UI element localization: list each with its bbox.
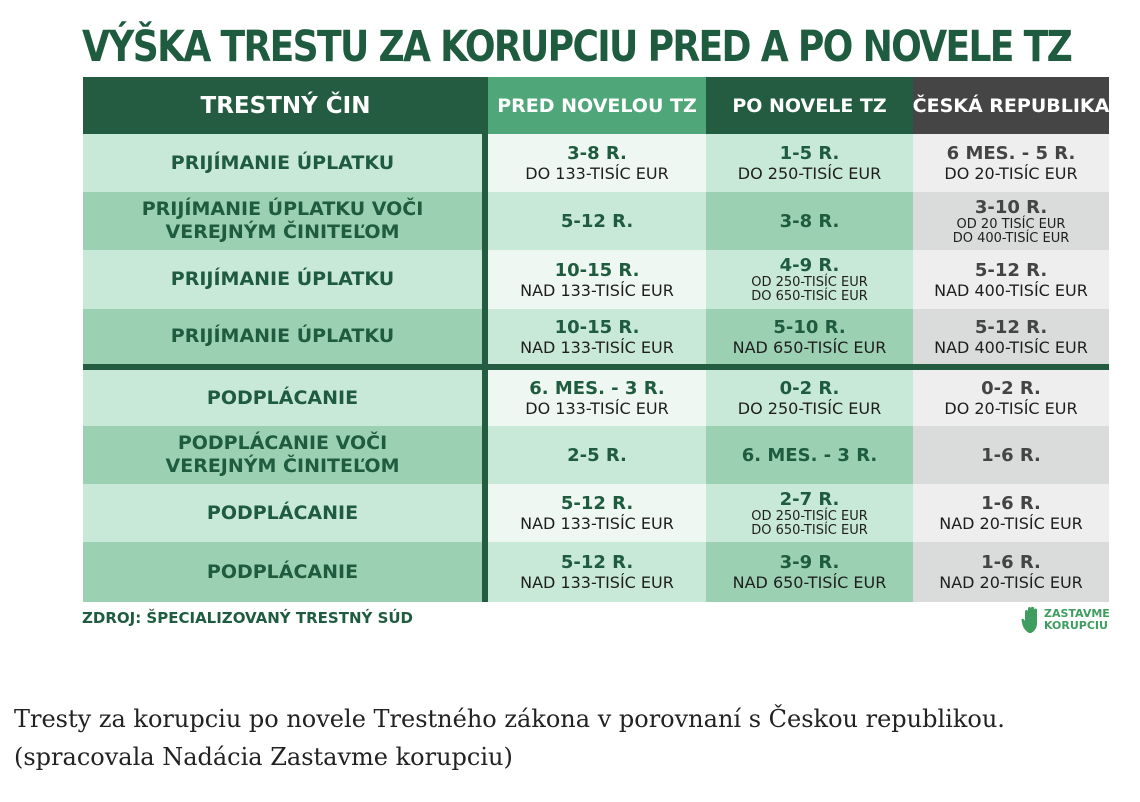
czech-cell — [913, 484, 1109, 542]
before-cell — [488, 370, 706, 426]
before-cell — [488, 134, 706, 192]
crime-cell — [83, 542, 488, 602]
czech-cell — [913, 309, 1109, 364]
before-cell — [488, 192, 706, 250]
penalty-main: 1-6 R. — [981, 552, 1041, 573]
penalty-main: 6. MES. - 3 R. — [529, 378, 665, 399]
penalty-sub: DO 133-TISÍC EUR — [525, 399, 669, 418]
logo-text — [1044, 608, 1110, 632]
table-row — [83, 542, 1109, 602]
penalty-main: 10-15 R. — [554, 259, 640, 281]
crime-label: PODPLÁCANIE — [206, 501, 359, 524]
penalty-main: 5-10 R. — [773, 316, 846, 338]
crime-label: PODPLÁCANIE VOČI — [177, 432, 388, 454]
penalty-main: 3-8 R. — [567, 143, 627, 164]
penalty-sub: NAD 20-TISÍC EUR — [939, 514, 1083, 533]
crime-label: VEREJNÝM ČINITEĽOM — [165, 455, 400, 477]
penalty-range-to: DO 650-TISÍC EUR — [751, 289, 868, 304]
penalty-sub: NAD 133-TISÍC EUR — [520, 573, 674, 592]
crime-label: VEREJNÝM ČINITEĽOM — [165, 221, 400, 243]
table-header — [83, 77, 1109, 134]
after-cell — [706, 250, 913, 309]
header-after: PO NOVELE TZ — [706, 77, 913, 134]
logo-line: KORUPCIU — [1044, 619, 1108, 632]
after-cell — [706, 426, 913, 484]
crime-label: PODPLÁCANIE — [206, 560, 359, 583]
header-crime: TRESTNÝ ČIN — [83, 77, 488, 134]
table-row — [83, 192, 1109, 250]
penalty-main: 5-12 R. — [560, 210, 634, 232]
penalty-sub: NAD 650-TISÍC EUR — [732, 573, 887, 592]
penalty-sub: DO 250-TISÍC EUR — [737, 399, 882, 418]
crime-label: PRIJÍMANIE ÚPLATKU — [170, 151, 395, 174]
crime-cell — [83, 370, 488, 426]
czech-cell — [913, 134, 1109, 192]
table-row — [83, 309, 1109, 364]
after-cell — [706, 134, 913, 192]
penalty-sub: NAD 133-TISÍC EUR — [520, 337, 674, 357]
zastavme-korupciu-logo — [1021, 606, 1110, 634]
after-cell — [706, 370, 913, 426]
penalty-range-to: DO 400-TISÍC EUR — [952, 230, 1070, 246]
crime-label: PRIJÍMANIE ÚPLATKU — [170, 325, 395, 347]
after-cell — [706, 309, 913, 364]
crime-label: PRIJÍMANIE ÚPLATKU — [170, 268, 395, 290]
header-before: PRED NOVELOU TZ — [488, 77, 706, 134]
crime-label: PODPLÁCANIE — [206, 386, 359, 409]
caption-line: Tresty za korupciu po novele Trestného zákona v porovnaní s Českou republikou. — [14, 705, 1005, 733]
penalty-sub: DO 20-TISÍC EUR — [944, 164, 1078, 183]
crime-label: PRIJÍMANIE ÚPLATKU VOČI — [141, 198, 424, 220]
before-cell — [488, 484, 706, 542]
czech-cell — [913, 370, 1109, 426]
crime-cell — [83, 484, 488, 542]
table-row — [83, 250, 1109, 309]
penalty-main: 2-7 R. — [779, 488, 840, 510]
penalty-main: 1-6 R. — [981, 493, 1041, 514]
penalty-main: 10-15 R. — [554, 316, 640, 338]
penalty-table — [83, 77, 1109, 602]
penalty-sub: NAD 400-TISÍC EUR — [934, 280, 1088, 300]
penalty-range-from: OD 250-TISÍC EUR — [751, 275, 868, 290]
chart-title: VÝŠKA TRESTU ZA KORUPCIU PRED A PO NOVELE TZ — [82, 22, 1072, 72]
image-caption — [14, 700, 1124, 776]
penalty-sub: NAD 133-TISÍC EUR — [520, 280, 674, 300]
penalty-sub: NAD 400-TISÍC EUR — [934, 337, 1088, 357]
raised-hand-icon — [1021, 606, 1041, 634]
penalty-main: 6 MES. - 5 R. — [946, 143, 1076, 164]
before-cell — [488, 250, 706, 309]
table-row — [83, 426, 1109, 484]
after-cell — [706, 484, 913, 542]
penalty-sub: NAD 133-TISÍC EUR — [520, 514, 674, 533]
before-cell — [488, 309, 706, 364]
penalty-range-from: OD 250-TISÍC EUR — [751, 508, 868, 524]
czech-cell — [913, 192, 1109, 250]
penalty-sub: DO 133-TISÍC EUR — [525, 164, 669, 183]
penalty-main: 5-12 R. — [974, 259, 1048, 281]
penalty-range-to: DO 650-TISÍC EUR — [751, 522, 868, 538]
penalty-sub: NAD 20-TISÍC EUR — [939, 573, 1083, 592]
czech-cell — [913, 542, 1109, 602]
penalty-main: 1-5 R. — [779, 143, 840, 164]
after-cell — [706, 192, 913, 250]
penalty-main: 5-12 R. — [560, 552, 634, 573]
penalty-range-from: OD 20 TISÍC EUR — [956, 216, 1066, 232]
logo-line: ZASTAVME — [1044, 607, 1110, 620]
header-czech: ČESKÁ REPUBLIKA — [913, 77, 1109, 134]
czech-cell — [913, 250, 1109, 309]
crime-cell — [83, 134, 488, 192]
table-row — [83, 134, 1109, 192]
penalty-sub: NAD 650-TISÍC EUR — [732, 337, 887, 357]
penalty-main: 4-9 R. — [779, 255, 840, 276]
before-cell — [488, 426, 706, 484]
penalty-main: 5-12 R. — [560, 493, 634, 514]
after-cell — [706, 542, 913, 602]
crime-cell — [83, 250, 488, 309]
crime-cell — [83, 192, 488, 250]
penalty-main: 3-10 R. — [974, 196, 1048, 218]
penalty-sub: DO 20-TISÍC EUR — [944, 399, 1078, 418]
penalty-sub: DO 250-TISÍC EUR — [737, 164, 882, 183]
table-row — [83, 484, 1109, 542]
crime-cell — [83, 426, 488, 484]
czech-cell — [913, 426, 1109, 484]
penalty-main: 0-2 R. — [779, 378, 840, 399]
penalty-main: 3-8 R. — [779, 210, 840, 232]
source-note: ZDROJ: ŠPECIALIZOVANÝ TRESTNÝ SÚD — [82, 609, 414, 627]
crime-cell — [83, 309, 488, 364]
penalty-main: 0-2 R. — [981, 378, 1041, 399]
penalty-main: 5-12 R. — [974, 316, 1048, 338]
caption-line: (spracovala Nadácia Zastavme korupciu) — [14, 743, 513, 771]
penalty-main: 3-9 R. — [779, 552, 840, 573]
penalty-main: 1-6 R. — [981, 444, 1041, 466]
penalty-main: 6. MES. - 3 R. — [741, 444, 878, 466]
table-row — [83, 370, 1109, 426]
penalty-main: 2-5 R. — [567, 444, 627, 466]
before-cell — [488, 542, 706, 602]
